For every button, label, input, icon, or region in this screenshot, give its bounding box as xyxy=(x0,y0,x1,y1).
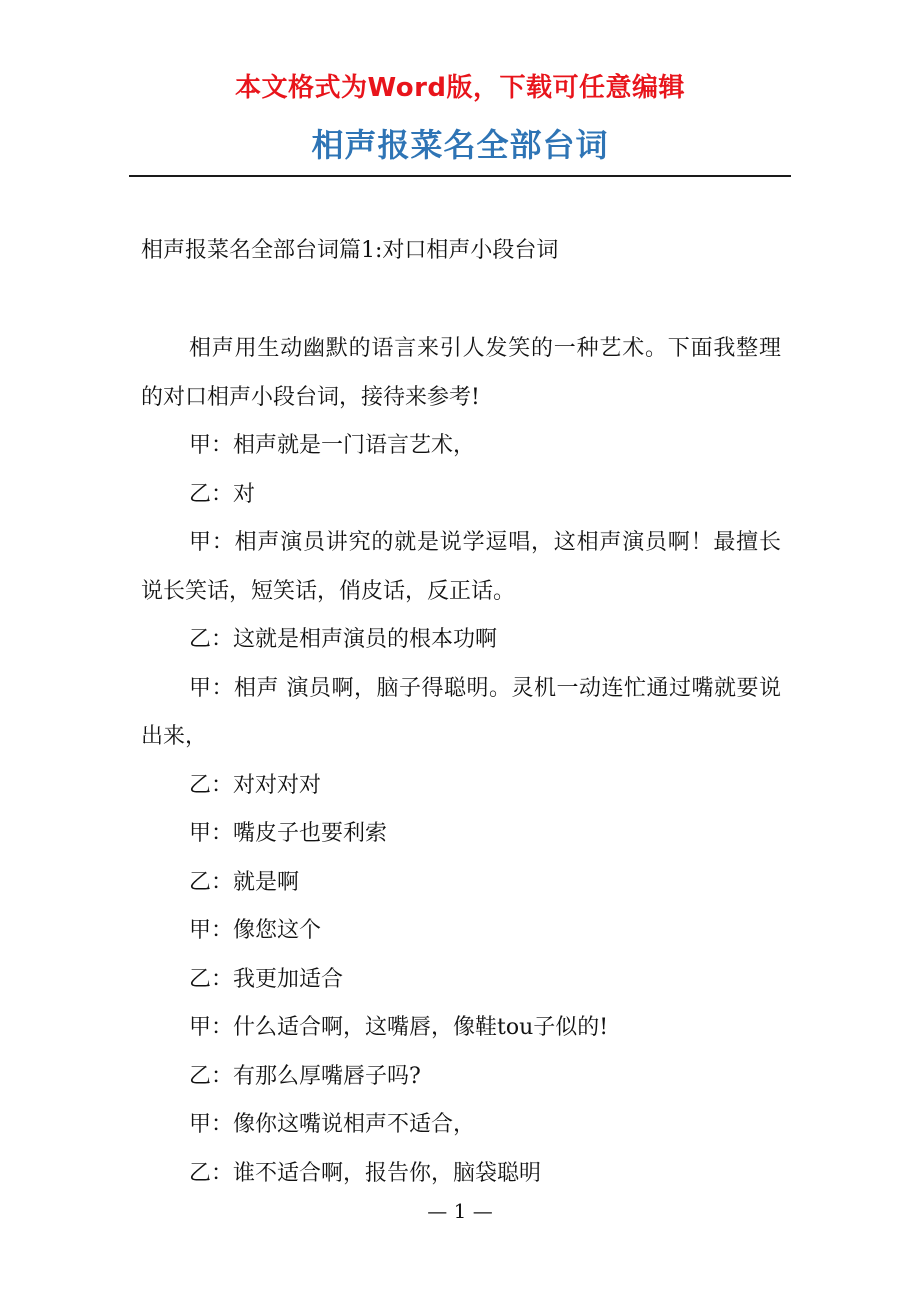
document-body xyxy=(141,229,781,1198)
paragraph: 乙：我更加适合 xyxy=(189,966,344,992)
page-number: — 1 — xyxy=(427,1199,493,1223)
paragraph: 甲：相声演员讲究的就是说学逗唱，这相声演员啊！最擅长说长笑话，短笑话，俏皮话，反正话。 xyxy=(141,530,781,604)
paragraph: 乙：这就是相声演员的根本功啊 xyxy=(189,627,498,652)
paragraph: 乙：对对对对 xyxy=(189,772,322,798)
paragraph: 乙：有那么厚嘴唇子吗? xyxy=(189,1063,421,1089)
section-heading: 相声报菜名全部台词篇1:对口相声小段台词 xyxy=(141,238,559,263)
format-notice-banner: 本文格式为Word版，下载可任意编辑 xyxy=(234,73,686,103)
paragraph: 相声用生动幽默的语言来引人发笑的一种艺术。下面我整理的对口相声小段台词，接待来参考! xyxy=(141,336,781,410)
paragraph: 甲：像您这个 xyxy=(189,918,322,943)
paragraph: 甲：嘴皮子也要利索 xyxy=(189,821,388,846)
paragraph: 乙：谁不适合啊，报告你，脑袋聪明 xyxy=(189,1160,542,1186)
title-divider xyxy=(129,175,791,177)
paragraph: 乙：就是啊 xyxy=(189,869,300,895)
paragraph: 甲：相声 演员啊，脑子得聪明。灵机一动连忙通过嘴就要说出来， xyxy=(141,675,781,749)
paragraph: 甲：什么适合啊，这嘴唇，像鞋tou子似的! xyxy=(189,1015,609,1040)
paragraph: 甲：相声就是一门语言艺术， xyxy=(189,433,476,458)
document-title: 相声报菜名全部台词 xyxy=(311,126,609,164)
paragraph: 甲：像你这嘴说相声不适合， xyxy=(189,1112,476,1137)
paragraph: 乙：对 xyxy=(189,481,256,507)
